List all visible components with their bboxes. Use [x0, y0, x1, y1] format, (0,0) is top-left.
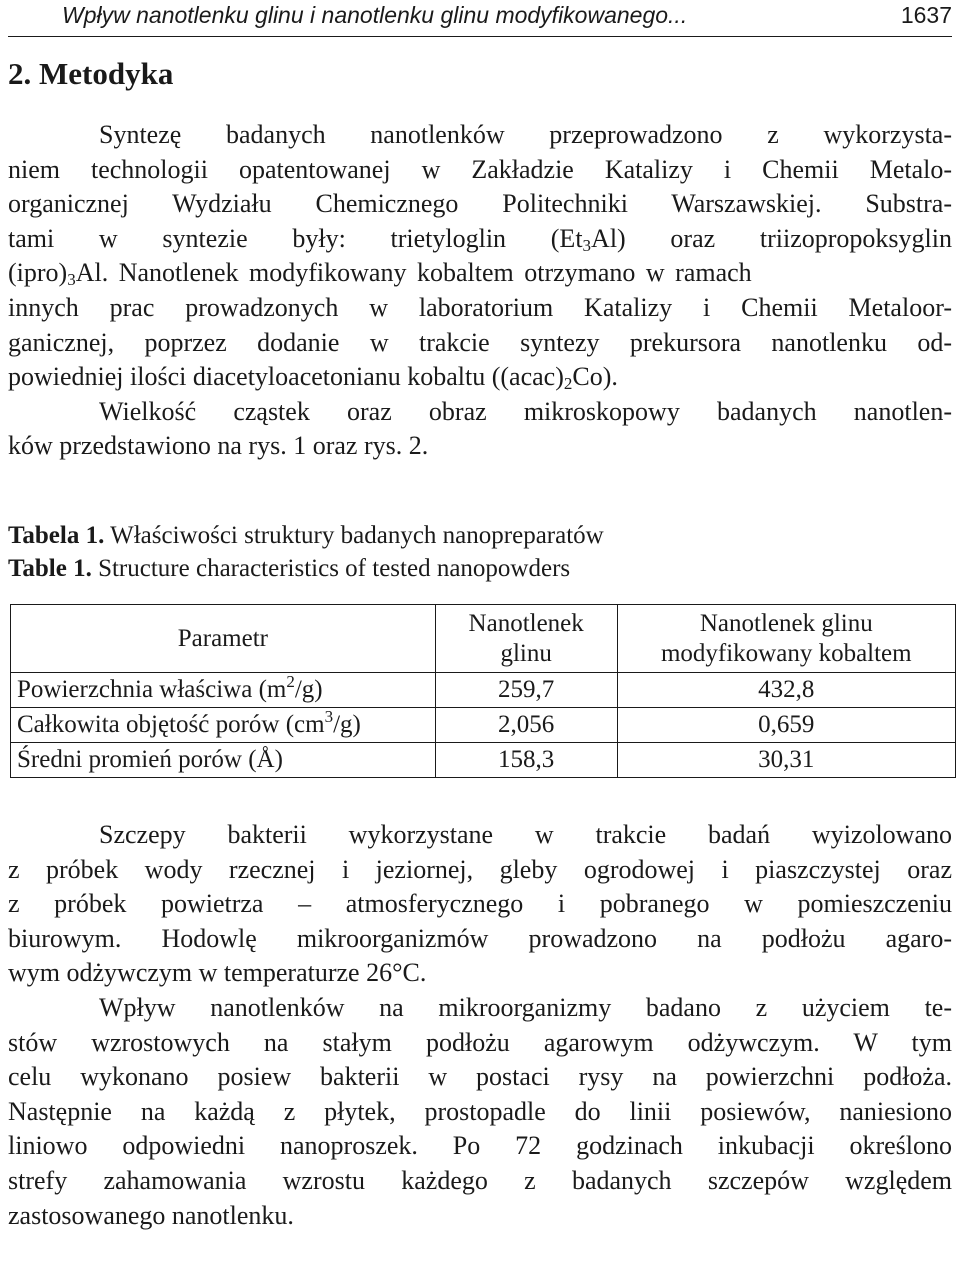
text-run: powiedniej ilości diacetyloacetonianu kobaltu ((acac): [8, 362, 564, 392]
header-cell-cobalt-alumina: [617, 605, 955, 673]
properties-table: [10, 604, 956, 778]
header-line: Nanotlenek glinu: [699, 609, 873, 637]
text-line: [8, 256, 952, 291]
text-run: Al) oraz triizopropoksyglin: [591, 223, 952, 253]
text-line: biurowym. Hodowlę mikroorganizmów prowadzono na podłożu agaro-: [8, 923, 952, 953]
label-text: Średni promień porów (Å): [17, 746, 283, 773]
text-run: (ipro): [8, 258, 68, 288]
row-label: [11, 708, 436, 743]
text-line: strefy zahamowania wzrostu każdego z badanych szczepów względem: [8, 1165, 952, 1195]
subscript: 3: [582, 235, 592, 255]
superscript: 3: [324, 707, 334, 726]
header-line: glinu: [500, 639, 552, 667]
text-line: stów wzrostowych na stałym podłożu agarowym odżywczym. W tym: [8, 1027, 952, 1057]
header-cell-alumina: [435, 605, 617, 673]
text-line: innych prac prowadzonych w laboratorium Katalizy i Chemii Metaloor-: [8, 292, 952, 322]
value-cell: 2,056: [435, 708, 617, 743]
text-line: ków przedstawiono na rys. 1 oraz rys. 2.: [8, 431, 429, 461]
label-text: /g): [294, 676, 323, 703]
text-run: Co).: [572, 362, 618, 392]
value-cell: 259,7: [435, 673, 617, 708]
table-row: [11, 743, 956, 778]
text-line: Wielkość cząstek oraz obraz mikroskopowy badanych nanotlen-: [99, 396, 952, 426]
paragraph-bacteria: [8, 818, 952, 1233]
caption-text: Structure characteristics of tested nanopowders: [91, 555, 571, 582]
label-text: Całkowita objętość porów (cm: [17, 711, 325, 738]
text-line: z próbek wody rzecznej i jeziornej, gleby ogrodowej i piaszczystej oraz: [8, 854, 952, 884]
subscript: 3: [67, 270, 76, 290]
table-row: [11, 673, 956, 708]
superscript: 2: [286, 672, 295, 691]
caption-text: Właściwości struktury badanych nanopreparatów: [104, 522, 604, 549]
text-line: Syntezę badanych nanotlenków przeprowadzono z wykorzysta-: [99, 120, 952, 149]
subscript: 2: [563, 374, 573, 394]
text-line: [8, 360, 952, 395]
label-text: /g): [333, 711, 361, 738]
text-run: tami w syntezie były: trietyloglin (Et: [8, 223, 583, 253]
text-line: liniowo odpowiedni nanoproszek. Po 72 godzinach inkubacji określono: [8, 1131, 952, 1161]
text-line: niem technologii opatentowanej w Zakładzie Katalizy i Chemii Metalo-: [8, 154, 952, 184]
section-heading: 2. Metodyka: [8, 56, 174, 91]
caption-label: Table 1.: [8, 555, 92, 582]
text-line: zastosowanego nanotlenku.: [8, 1200, 294, 1230]
header-line: modyfikowany kobaltem: [660, 639, 912, 667]
page-number: 1637: [900, 2, 952, 28]
label-text: Powierzchnia właściwa (m: [17, 676, 287, 703]
value-cell: 30,31: [617, 743, 955, 778]
text-line: organicznej Wydziału Chemicznego Politechniki Warszawskiej. Substra-: [8, 189, 952, 219]
table-caption-pl: [8, 520, 604, 552]
header-line: Nanotlenek: [468, 609, 584, 637]
text-line: ganicznej, poprzez dodanie w trakcie syntezy prekursora nanotlenku od-: [8, 327, 952, 357]
caption-label: Tabela 1.: [8, 522, 105, 549]
text-line: z próbek powietrza – atmosferycznego i pobranego w pomieszczeniu: [8, 889, 952, 919]
text-line: [8, 222, 952, 257]
running-title: Wpływ nanotlenku glinu i nanotlenku glinu modyfikowanego...: [62, 2, 688, 28]
value-cell: 0,659: [617, 708, 955, 743]
table-row: [11, 708, 956, 743]
text-run: Al. Nanotlenek modyfikowany kobaltem otrzymano w ramach: [75, 258, 752, 288]
table-caption-en: [8, 553, 570, 585]
text-line: wym odżywczym w temperaturze 26°C.: [8, 958, 427, 988]
table-header-row: [11, 605, 956, 673]
text-line: Następnie na każdą z płytek, prostopadle do linii posiewów, naniesiono: [8, 1096, 952, 1126]
row-label: [11, 743, 436, 778]
value-cell: 432,8: [617, 673, 955, 708]
running-header: [8, 0, 952, 37]
value-cell: 158,3: [435, 743, 617, 778]
row-label: [11, 673, 436, 708]
text-line: Szczepy bakterii wykorzystane w trakcie badań wyizolowano: [99, 820, 952, 849]
text-line: Wpływ nanotlenków na mikroorganizmy badano z użyciem te-: [99, 992, 952, 1022]
paragraph-synthesis: [8, 118, 952, 464]
text-line: celu wykonano posiew bakterii w postaci rysy na powierzchni podłoża.: [8, 1062, 952, 1092]
header-cell-parameter: Parametr: [11, 605, 436, 673]
